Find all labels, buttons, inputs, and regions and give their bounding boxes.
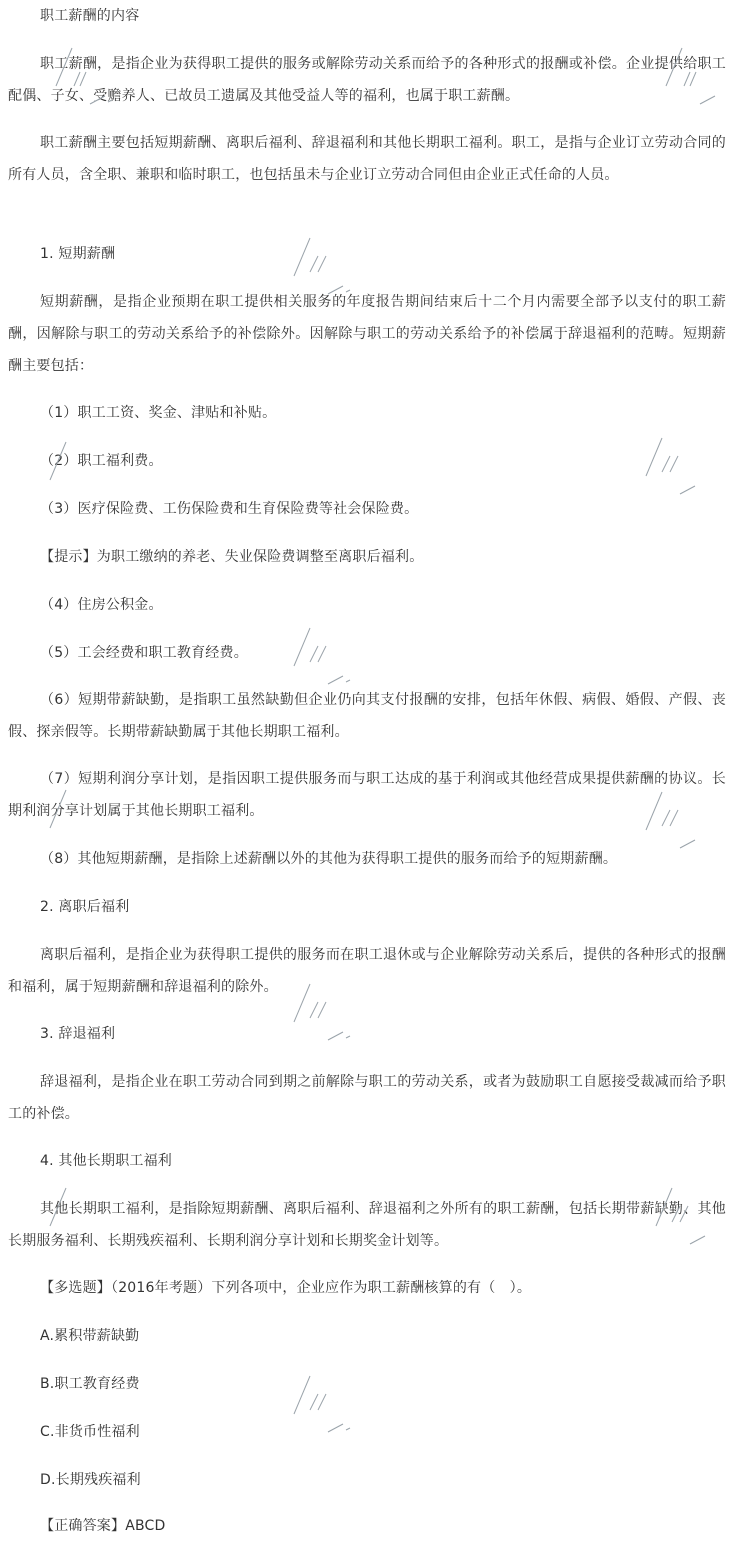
section-paragraph-post-employment: 离职后福利，是指企业为获得职工提供的服务而在职工退休或与企业解除劳动关系后，提供的各种形式的报酬和福利，属于短期薪酬和辞退福利的除外。 (8, 947, 726, 995)
section-paragraph-short-term-pay: 短期薪酬，是指企业预期在职工提供相关服务的年度报告期间结束后十二个月内需要全部予以支付的职工薪酬，因解除与职工的劳动关系给予的补偿除外。因解除与职工的劳动关系给予的补偿属于辞退福利的范畴。短期薪酬主要包括： (8, 294, 726, 374)
list-item: （5）工会经费和职工教育经费。 (40, 645, 248, 661)
section-heading-other-long-term: 4. 其他长期职工福利 (40, 1153, 173, 1169)
intro-paragraph-1: 职工薪酬，是指企业为获得职工提供的服务或解除劳动关系而给予的各种形式的报酬或补偿。企业提供给职工配偶、子女、受赡养人、已故员工遗属及其他受益人等的福利，也属于职工薪酬。 (8, 56, 726, 104)
list-item: （6）短期带薪缺勤，是指职工虽然缺勤但企业仍向其支付报酬的安排，包括年休假、病假、婚假、产假、丧假、探亲假等。长期带薪缺勤属于其他长期职工福利。 (8, 692, 726, 740)
question-stem: 【多选题】（2016年考题）下列各项中，企业应作为职工薪酬核算的有（ ）。 (40, 1280, 532, 1296)
list-item: （7）短期利润分享计划，是指因职工提供服务而与职工达成的基于利润或其他经营成果提供薪酬的协议。长期利润分享计划属于其他长期职工福利。 (8, 771, 726, 819)
section-paragraph-other-long-term: 其他长期职工福利，是指除短期薪酬、离职后福利、辞退福利之外所有的职工薪酬，包括长期带薪缺勤、其他长期服务福利、长期残疾福利、长期利润分享计划和长期奖金计划等。 (8, 1201, 726, 1249)
option-d: D.长期残疾福利 (40, 1472, 141, 1488)
section-heading-termination: 3. 辞退福利 (40, 1026, 116, 1042)
list-item: （3）医疗保险费、工伤保险费和生育保险费等社会保险费。 (40, 501, 419, 517)
tip-note: 【提示】为职工缴纳的养老、失业保险费调整至离职后福利。 (40, 549, 424, 565)
page-title: 职工薪酬的内容 (40, 8, 140, 24)
section-heading-post-employment: 2. 离职后福利 (40, 899, 130, 915)
list-item: （1）职工工资、奖金、津贴和补贴。 (40, 405, 277, 421)
option-c: C.非货币性福利 (40, 1424, 140, 1440)
intro-paragraph-2: 职工薪酬主要包括短期薪酬、离职后福利、辞退福利和其他长期职工福利。职工，是指与企业订立劳动合同的所有人员，含全职、兼职和临时职工，也包括虽未与企业订立劳动合同但由企业正式任命的人员。 (8, 135, 726, 183)
list-item: （4）住房公积金。 (40, 597, 163, 613)
list-item: （2）职工福利费。 (40, 453, 163, 469)
section-paragraph-termination: 辞退福利，是指企业在职工劳动合同到期之前解除与职工的劳动关系，或者为鼓励职工自愿接受裁减而给予职工的补偿。 (8, 1074, 726, 1122)
list-item: （8）其他短期薪酬，是指除上述薪酬以外的其他为获得职工提供的服务而给予的短期薪酬。 (40, 851, 618, 867)
correct-answer: 【正确答案】ABCD (40, 1518, 166, 1534)
option-b: B.职工教育经费 (40, 1376, 140, 1392)
option-a: A.累积带薪缺勤 (40, 1328, 140, 1344)
section-heading-short-term-pay: 1. 短期薪酬 (40, 246, 116, 262)
